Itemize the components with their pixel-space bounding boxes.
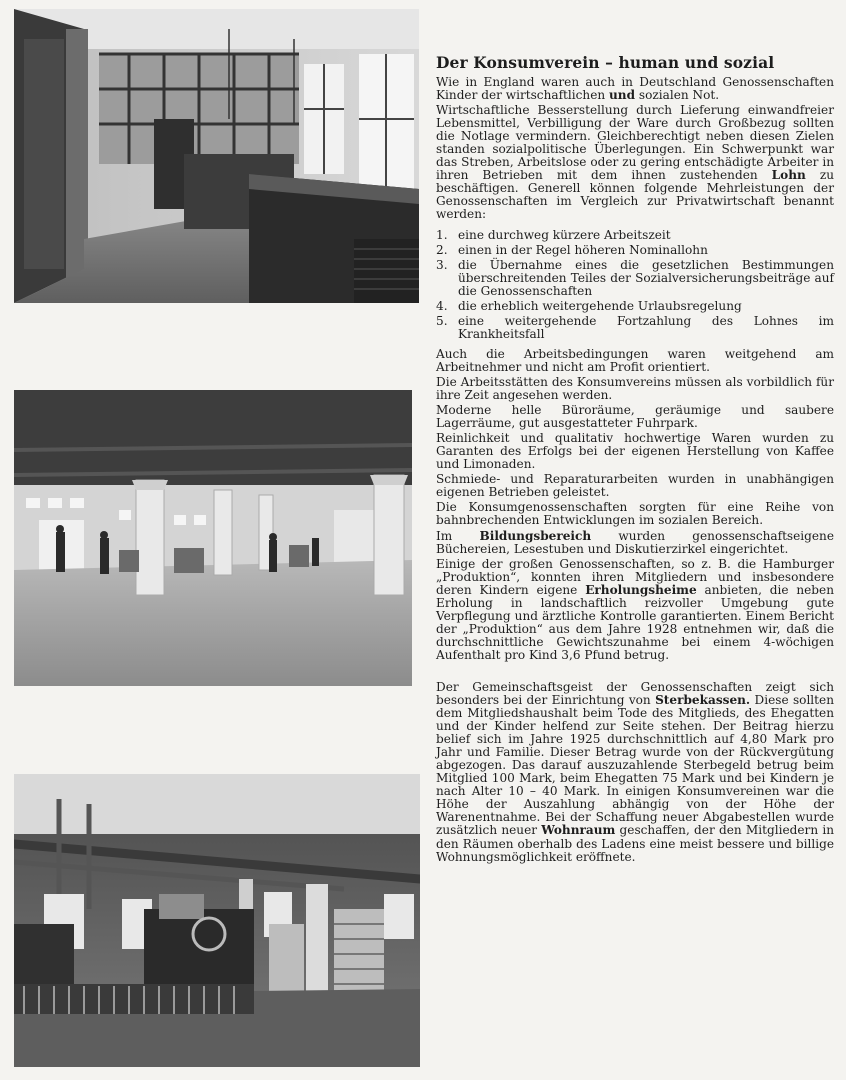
intro-paragraph-2 <box>436 104 834 221</box>
warehouse-hall-photo <box>14 390 412 686</box>
emphasis-sterbekassen: Sterbekassen. <box>655 693 751 708</box>
body-paragraph-8: Die Konsumgenossenschaften sorgten für eine Reihe von bahnbrechenden Entwicklungen im sozialen Bereich. <box>436 500 834 528</box>
benefits-list-item <box>436 259 834 298</box>
office-interior-photo <box>14 9 419 303</box>
sterbekassen-paragraph <box>436 681 834 864</box>
list-number: 3. <box>436 257 448 272</box>
body-paragraph-9 <box>436 530 834 556</box>
list-item-text: die Übernahme eines die gesetzlichen Bestimmungen überschreitenden Teiles der Sozialversicherungsbeiträge auf die Genossenschaften <box>458 257 834 298</box>
text-run: zu beschäftigen. Generell können folgende Mehrleistungen der Genossenschaften im Vergleich zur Privatwirtschaft benannt werden: <box>436 168 834 222</box>
emphasis-und: und <box>609 88 636 103</box>
text-run: geschaffen, der den Mitgliedern in den Räumen oberhalb des Ladens eine meist bessere und billige Wohnungsmöglichkeit eröffnete. <box>436 823 834 864</box>
body-paragraph-6: Reinlichkeit und qualitativ hochwertige Waren wurden zu Garanten des Erfolgs bei der eigenen Herstellung von Kaffee und Limonaden. <box>436 431 834 472</box>
list-number: 5. <box>436 313 448 328</box>
benefits-list-item <box>436 315 834 341</box>
list-item-text: die erheblich weitergehende Urlaubsregelung <box>458 298 742 313</box>
body-paragraph-10 <box>436 558 834 662</box>
text-run: anbieten, die neben Erholung in landschaftlich reizvoller Umgebung gute Verpflegung und ärztliche Kontrolle garantierten. Einem Bericht der „Produktion“ aus dem Jahre 1928 entnehmen wir, daß die durchschnittliche Gewichtszunahme bei einem 4-wöchigen Aufenthalt pro Kind 3,6 Pfund betrug. <box>436 582 834 662</box>
benefits-list-item <box>436 229 834 242</box>
emphasis-lohn: Lohn <box>771 168 806 183</box>
body-paragraph-7: Schmiede- und Reparaturarbeiten wurden in unabhängigen eigenen Betrieben geleistet. <box>436 472 834 500</box>
benefits-list-item <box>436 244 834 257</box>
list-item-text: eine durchweg kürzere Arbeitszeit <box>458 227 671 242</box>
production-machinery-photo <box>14 774 420 1067</box>
text-run: Wie in England waren auch in Deutschland Genossenschaften Kinder der wirtschaftlichen <box>436 75 834 103</box>
text-run: Der Gemeinschaftsgeist der Genossenschaften zeigt sich besonders bei der Einrichtung von <box>436 679 834 708</box>
text-run: Wirtschaftliche Besserstellung durch Lieferung einwandfreier Lebensmittel, Verbilligung der Ware durch Großbezug sollten die Notlage vermindern. Gleichberechtigt neben diesen Zielen standen sozialpolitische Überlegungen. Ein Schwerpunkt war das Streben, Arbeitslose oder zu gering entschädigte Arbeiter in ihren Betrieben mit dem ihnen zustehenden <box>436 103 834 183</box>
body-paragraph-3: Auch die Arbeitsbedingungen waren weitgehend am Arbeitnehmer und nicht am Profit orientiert. <box>436 346 834 374</box>
text-run: wurden genossenschaftseigene Büchereien, Lesestuben und Diskutierzirkel eingerichtet. <box>436 528 835 556</box>
article-title: Der Konsumverein – human und sozial <box>436 53 775 72</box>
list-item-text: eine weitergehende Fortzahlung des Lohnes im Krankheitsfall <box>458 313 834 341</box>
article-text-column <box>436 54 834 866</box>
emphasis-erholungsheime: Erholungsheime <box>585 582 697 597</box>
emphasis-bildungsbereich: Bildungsbereich <box>479 528 592 543</box>
text-run: Einige der großen Genossenschaften, so z. B. die Hamburger „Produktion“, konnten ihren Mitgliedern und insbesondere deren Kindern eigene <box>436 556 834 597</box>
text-run: sozialen Not. <box>635 88 720 103</box>
body-paragraph-5: Moderne helle Büroräume, geräumige und saubere Lagerräume, gut ausgestatteter Fuhrpark. <box>436 403 834 431</box>
benefits-list-item <box>436 300 834 313</box>
text-run: Im <box>436 528 480 543</box>
text-run: Diese sollten dem Mitgliedshaushalt beim Tode des Mitglieds, des Ehegatten und der Kinder helfend zur Seite stehen. Der Beitrag hierzu belief sich im Jahre 1925 durchschnittlich auf 4,80 Mark pro Jahr und Familie. Dieser Betrag wurde von der Rückvergütung abgezogen. Das darauf auszuzahlende Sterbegeld betrug beim Mitglied 100 Mark, beim Ehegatten 75 Mark und bei Kindern je nach Alter 10 – 40 Mark. In einigen Konsumvereinen war die Höhe der Auszahlung abhängig von der Höhe der Warenentnahme. Bei der Schaffung neuer Abgabestellen wurde zusätzlich neuer <box>436 693 834 838</box>
list-item-text: einen in der Regel höheren Nominallohn <box>458 242 708 257</box>
intro-paragraph-1 <box>436 76 834 102</box>
list-number: 4. <box>436 298 448 313</box>
body-paragraph-4: Die Arbeitsstätten des Konsumvereins müssen als vorbildlich für ihre Zeit angesehen werden. <box>436 374 834 403</box>
list-number: 2. <box>436 242 448 257</box>
emphasis-wohnraum: Wohnraum <box>541 823 616 838</box>
benefits-list <box>436 229 834 341</box>
list-number: 1. <box>436 227 448 242</box>
